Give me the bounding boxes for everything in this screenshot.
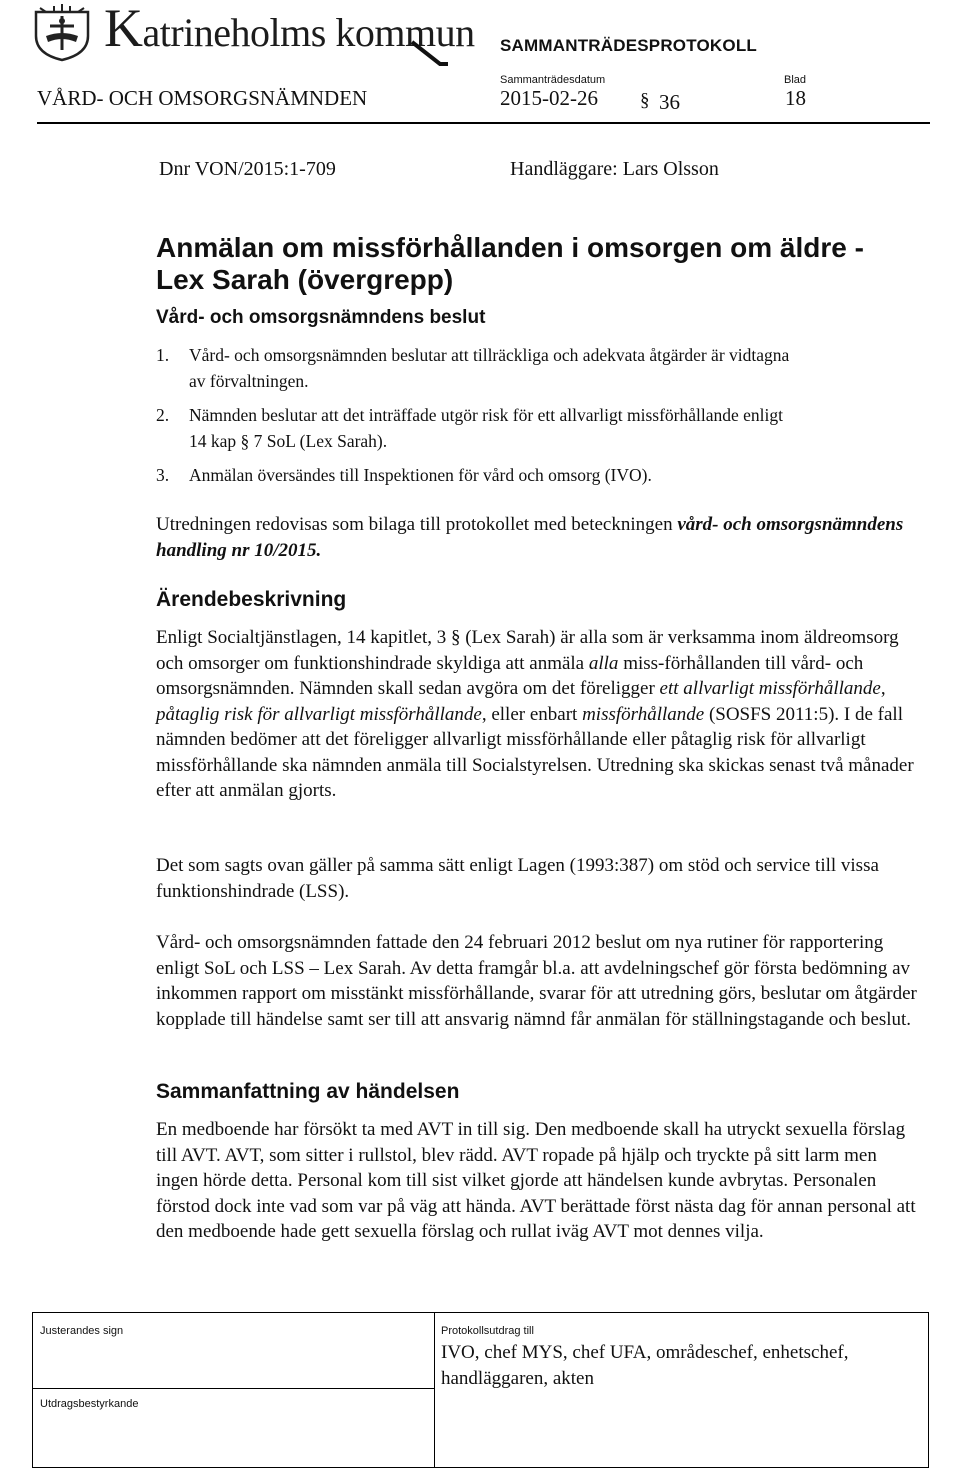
description-paragraph-2: Det som sagts ovan gäller på samma sätt enligt Lagen (1993:387) om stöd och service till vissa funktionshindrade (LSS).	[156, 855, 879, 902]
date-label: Sammanträdesdatum	[500, 74, 606, 86]
protokollsutdrag-label: Protokollsutdrag till	[441, 1325, 534, 1337]
municipality-logo-text: Katrineholms kommun	[104, 0, 475, 58]
decision-heading: Vård- och omsorgsnämndens beslut	[156, 307, 486, 328]
justerandes-sign-label: Justerandes sign	[40, 1325, 124, 1337]
organization-name: VÅRD- OCH OMSORGSNÄMNDEN	[37, 86, 368, 110]
decision-item: 3. Anmälan översändes till Inspektionen för vård och omsorg (IVO).	[156, 465, 652, 485]
document-type: SAMMANTRÄDESPROTOKOLL	[500, 36, 757, 55]
description-paragraph-3: Vård- och omsorgsnämnden fattade den 24 februari 2012 beslut om nya rutiner för rapportering enligt SoL och LSS – Lex Sarah. Av detta framgår bl.a. att avdelningschef gör första bedömning av inkommen rapport om misstänkt missförhållande, svarar för att utredning görs, beslutar om åtgärder kopplade till händelse samt ser till att ansvarig nämnd får anmälan för ställningstagande och beslut.	[156, 932, 917, 1030]
page-title: Anmälan om missförhållanden i omsorgen om äldre - Lex Sarah (övergrepp)	[156, 232, 864, 295]
decision-item: 2. Nämnden beslutar att det inträffade utgör risk för ett allvarligt missförhållande enligt 14 kap § 7 SoL (Lex Sarah).	[156, 405, 784, 451]
description-heading: Ärendebeskrivning	[156, 588, 347, 611]
section-number: 36	[659, 90, 680, 114]
case-officer: Handläggare: Lars Olsson	[510, 158, 719, 180]
report-reference: Utredningen redovisas som bilaga till protokollet med beteckningen vård- och omsorgsnämndens handling nr 10/2015.	[156, 514, 904, 561]
municipality-crest-icon	[32, 2, 92, 62]
summary-heading: Sammanfattning av händelsen	[156, 1080, 460, 1103]
footer-divider	[32, 1388, 434, 1389]
summary-paragraph: En medboende har försökt ta med AVT in till sig. Den medboende skall ha utryckt sexuella förslag till AVT. AVT, som sitter i rullstol, blev rädd. AVT ropade på hjälp och tryckte på sitt larm men ingen hörde detta. Personal kom till sist vilket gjorde att händelsen kunde avbrytas. Personalen förstod dock inte vad som var på väg att hända. AVT berättade först nästa dag för annan personal att den medboende hade gett sexuella förslag och rullat iväg AVT mot dennes vilja.	[156, 1119, 916, 1242]
logo-swoosh-icon	[410, 38, 450, 68]
description-paragraph-1: Enligt Socialtjänstlagen, 14 kapitlet, 3 § (Lex Sarah) är alla som är verksamma inom äldreomsorg och omsorger om funktionshindrade skyldiga att anmäla alla miss-förhållanden till vård- och omsorgsnämnden. Nämnden skall sedan avgöra om det föreligger ett allvarligt missförhållande, påtaglig risk för allvarligt missförhållande, eller enbart missförhållande (SOSFS 2011:5). I de fall nämnden bedömer att det föreligger allvarligt missförhållande eller påtaglig risk för allvarligt missförhållande ska nämnden anmäla till Socialstyrelsen. Utredning ska skickas senast två månader efter att anmälan gjorts.	[156, 627, 914, 801]
page-label: Blad	[784, 74, 807, 86]
footer-divider	[434, 1312, 435, 1468]
meeting-date: 2015-02-26	[500, 86, 598, 110]
utdragsbestyrkande-label: Utdragsbestyrkande	[40, 1398, 139, 1410]
section-sign: §	[640, 90, 650, 111]
page-number: 18	[785, 86, 806, 110]
decision-item: 1. Vård- och omsorgsnämnden beslutar att tillräckliga och adekvata åtgärder är vidtagna av förvaltningen.	[156, 345, 790, 391]
header-divider	[37, 122, 930, 124]
case-number: Dnr VON/2015:1-709	[159, 158, 336, 180]
recipients-list: IVO, chef MYS, chef UFA, områdeschef, enhetschef, handläggaren, akten	[441, 1342, 849, 1389]
